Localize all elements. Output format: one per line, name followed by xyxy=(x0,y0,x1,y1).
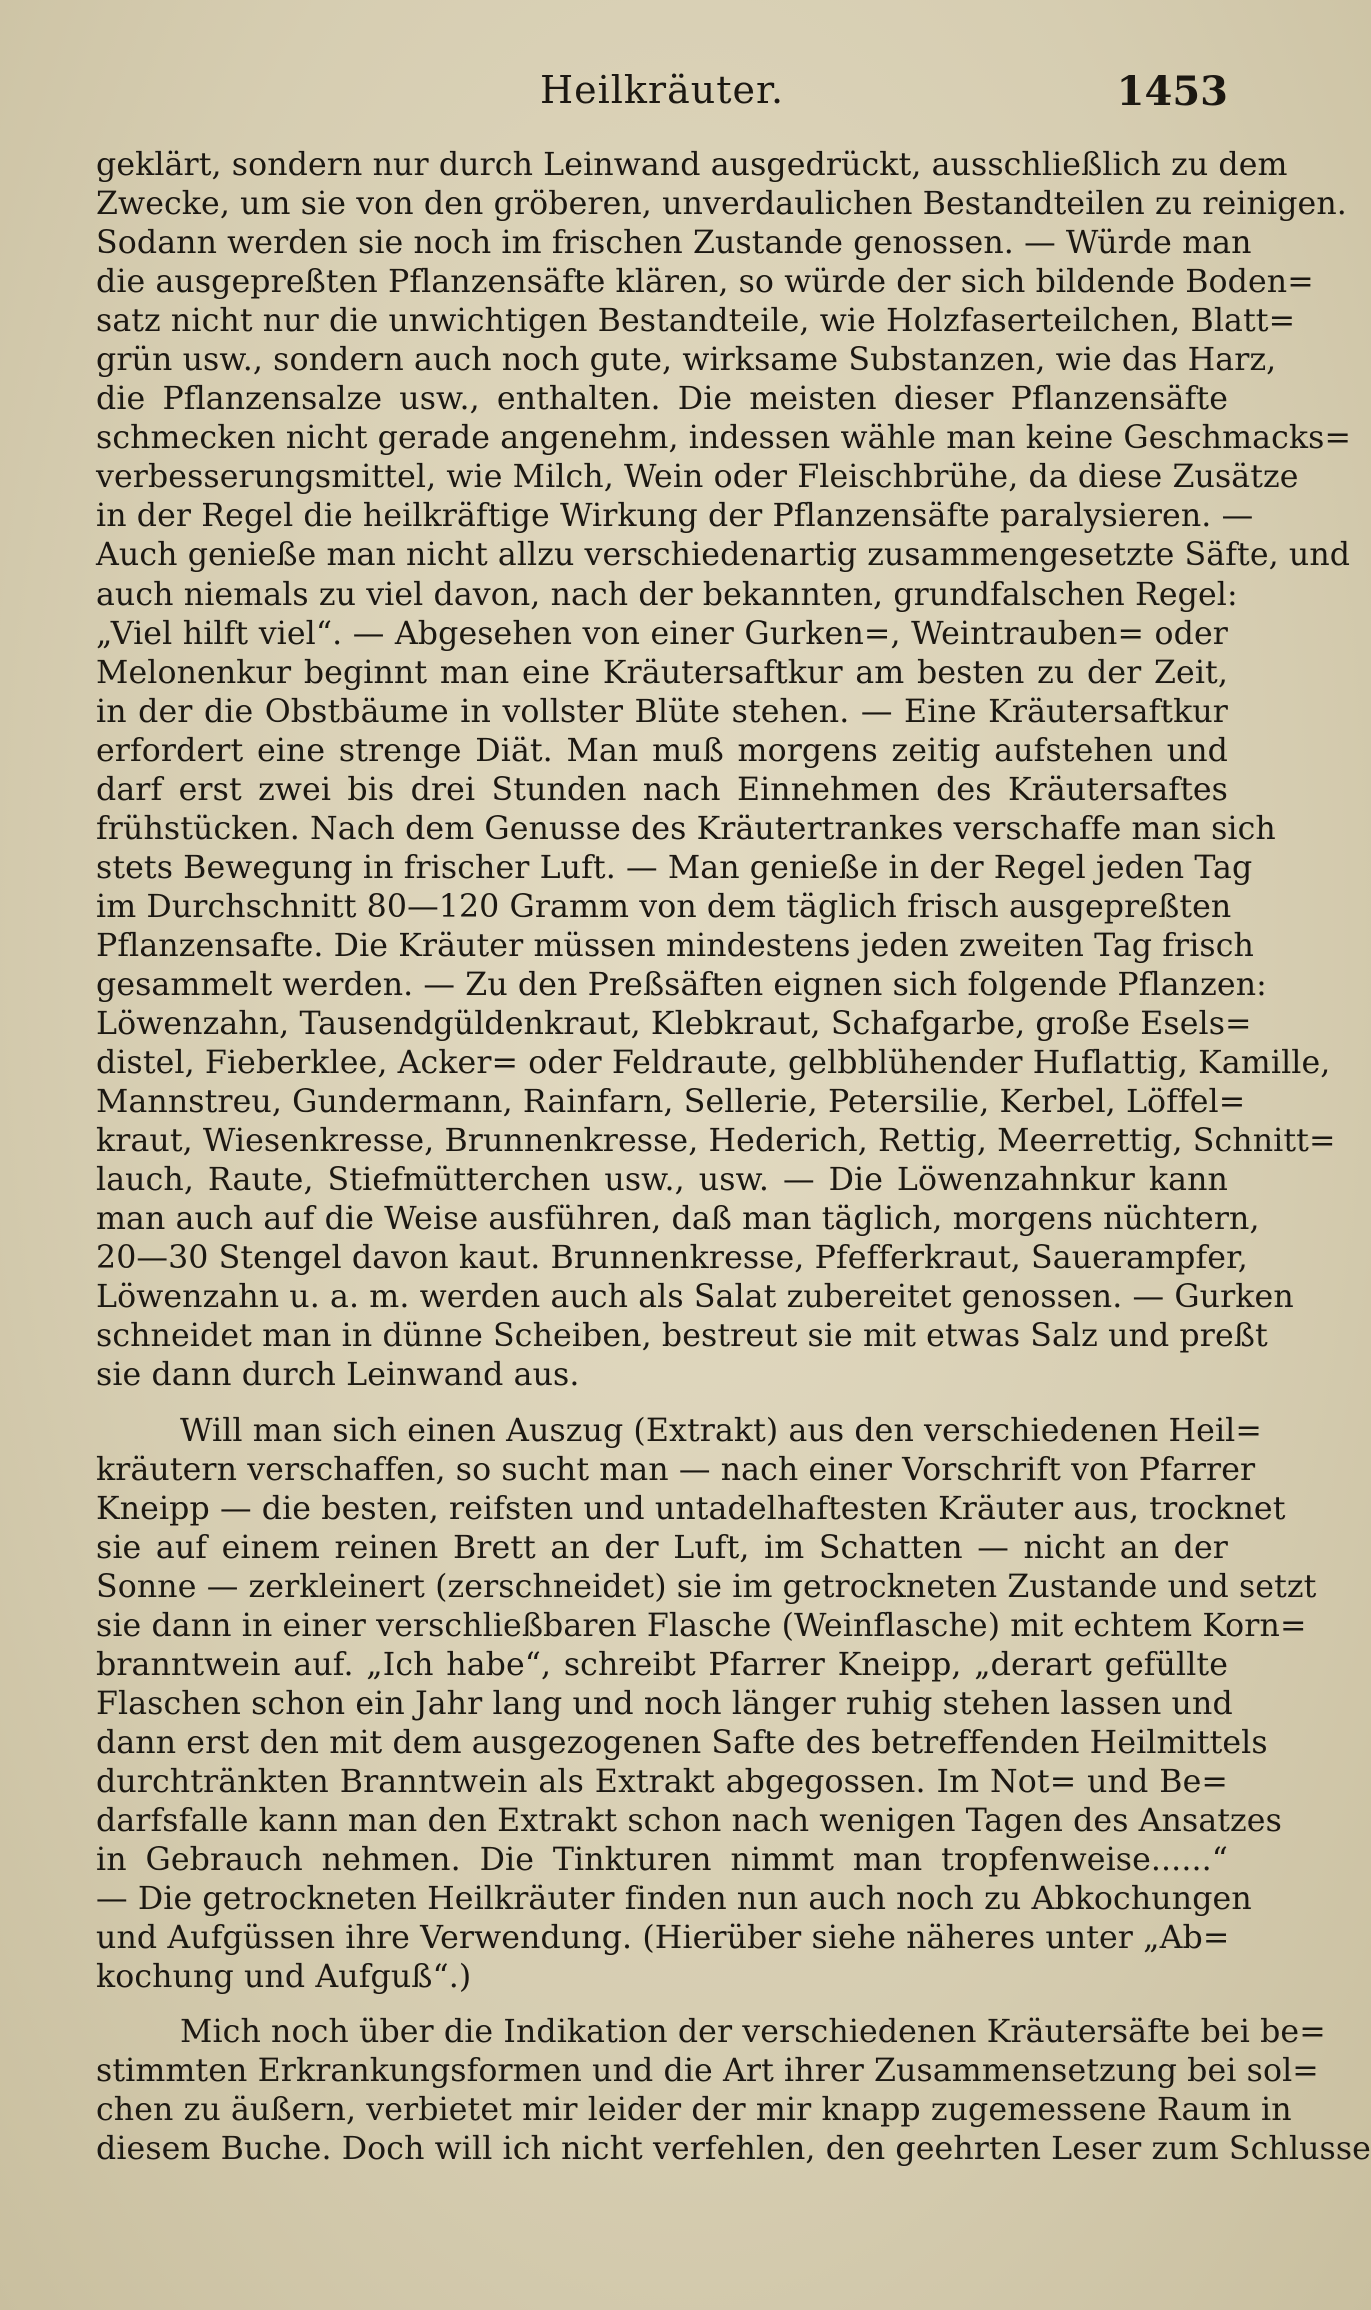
text-line: die Pflanzensalze usw., enthalten. Die meisten dieser Pflanzensäfte xyxy=(96,381,1228,418)
text-line: chen zu äußern, verbietet mir leider der mir knapp zugemessene Raum in xyxy=(96,2092,1292,2129)
paragraph xyxy=(96,146,1352,1396)
text-line: man auch auf die Weise ausführen, daß man täglich, morgens nüchtern, xyxy=(96,1201,1260,1238)
text-line: Pflanzensafte. Die Kräuter müssen mindestens jeden zweiten Tag frisch xyxy=(96,927,1254,964)
text-line: verbesserungsmittel, wie Milch, Wein oder Fleischbrühe, da diese Zusätze xyxy=(96,459,1299,496)
text-line: Zwecke, um sie von den gröberen, unverdaulichen Bestandteilen zu reinigen. xyxy=(96,186,1347,223)
text-line: Flaschen schon ein Jahr lang und noch länger ruhig stehen lassen und xyxy=(96,1685,1233,1722)
text-line: geklärt, sondern nur durch Leinwand ausgedrückt, ausschließlich zu dem xyxy=(96,147,1288,183)
text-line: diesem Buche. Doch will ich nicht verfehlen, den geehrten Leser zum Schlusse xyxy=(96,2131,1371,2168)
text-line: schmecken nicht gerade angenehm, indessen wähle man keine Geschmacks= xyxy=(96,420,1352,457)
paragraph-gap xyxy=(96,1396,1228,1412)
text-line: sie dann durch Leinwand aus. xyxy=(96,1357,580,1394)
text-line: dann erst den mit dem ausgezogenen Safte des betreffenden Heilmittels xyxy=(96,1724,1268,1761)
text-line: Auch genieße man nicht allzu verschiedenartig zusammengesetzte Säfte, und xyxy=(96,537,1351,574)
page-number: 1453 xyxy=(1116,68,1228,115)
text-line: in der Regel die heilkräftige Wirkung der Pflanzensäfte paralysieren. — xyxy=(96,498,1254,535)
text-line: satz nicht nur die unwichtigen Bestandteile, wie Holzfaserteilchen, Blatt= xyxy=(96,303,1296,340)
text-line: 20—30 Stengel davon kaut. Brunnenkresse, Pfefferkraut, Sauerampfer, xyxy=(96,1240,1248,1277)
text-line: gesammelt werden. — Zu den Preßsäften eignen sich folgende Pflanzen: xyxy=(96,966,1267,1003)
text-line: darfsfalle kann man den Extrakt schon nach wenigen Tagen des Ansatzes xyxy=(96,1802,1282,1839)
text-line: kraut, Wiesenkresse, Brunnenkresse, Hederich, Rettig, Meerrettig, Schnitt= xyxy=(96,1123,1336,1160)
running-title: Heilkräuter. xyxy=(539,68,785,112)
text-line: stets Bewegung in frischer Luft. — Man genieße in der Regel jeden Tag xyxy=(96,849,1253,886)
text-line: Mannstreu, Gundermann, Rainfarn, Sellerie, Petersilie, Kerbel, Löffel= xyxy=(96,1084,1246,1121)
text-line: sie dann in einer verschließbaren Flasche (Weinflasche) mit echtem Korn= xyxy=(96,1607,1307,1644)
text-line: lauch, Raute, Stiefmütterchen usw., usw. — Die Löwenzahnkur kann xyxy=(96,1162,1228,1199)
page-body xyxy=(96,146,1371,2169)
text-line: schneidet man in dünne Scheiben, bestreut sie mit etwas Salz und preßt xyxy=(96,1318,1268,1355)
text-line: Sonne — zerkleinert (zerschneidet) sie im getrockneten Zustande und setzt xyxy=(96,1568,1317,1605)
text-line: darf erst zwei bis drei Stunden nach Einnehmen des Kräutersaftes xyxy=(96,771,1228,808)
text-line: Kneipp — die besten, reifsten und untadelhaftesten Kräuter aus, trocknet xyxy=(96,1490,1286,1527)
text-line: — Die getrockneten Heilkräuter finden nun auch noch zu Abkochungen xyxy=(96,1881,1252,1918)
text-line: Melonenkur beginnt man eine Kräutersaftkur am besten zu der Zeit, xyxy=(96,654,1228,691)
text-line: Löwenzahn u. a. m. werden auch als Salat zubereitet genossen. — Gurken xyxy=(96,1279,1294,1316)
text-line: in Gebrauch nehmen. Die Tinkturen nimmt man tropfenweise......“ xyxy=(96,1842,1228,1879)
text-line: frühstücken. Nach dem Genusse des Kräutertrankes verschaffe man sich xyxy=(96,810,1276,847)
text-line: Mich noch über die Indikation der verschiedenen Kräutersäfte bei be= xyxy=(180,2014,1326,2051)
page-header xyxy=(96,68,1228,118)
text-line: kochung und Aufguß“.) xyxy=(96,1959,472,1996)
paragraph xyxy=(96,2013,1371,2169)
text-line: „Viel hilft viel“. — Abgesehen von einer Gurken=, Weintrauben= oder xyxy=(96,615,1228,652)
text-line: erfordert eine strenge Diät. Man muß morgens zeitig aufstehen und xyxy=(96,732,1228,769)
paragraph-gap xyxy=(96,1997,1228,2013)
text-line: Sodann werden sie noch im frischen Zustande genossen. — Würde man xyxy=(96,225,1252,262)
text-line: sie auf einem reinen Brett an der Luft, im Schatten — nicht an der xyxy=(96,1529,1228,1566)
text-line: durchtränkten Branntwein als Extrakt abgegossen. Im Not= und Be= xyxy=(96,1763,1228,1800)
text-line: und Aufgüssen ihre Verwendung. (Hierüber siehe näheres unter „Ab= xyxy=(96,1920,1230,1957)
text-line: distel, Fieberklee, Acker= oder Feldraute, gelbblühender Huflattig, Kamille, xyxy=(96,1045,1331,1082)
text-line: branntwein auf. „Ich habe“, schreibt Pfarrer Kneipp, „derart gefüllte xyxy=(96,1646,1228,1683)
text-line: stimmten Erkrankungsformen und die Art ihrer Zusammensetzung bei sol= xyxy=(96,2053,1319,2090)
text-line: Will man sich einen Auszug (Extrakt) aus den verschiedenen Heil= xyxy=(180,1412,1262,1449)
text-line: die ausgepreßten Pflanzensäfte klären, so würde der sich bildende Boden= xyxy=(96,264,1314,301)
text-line: auch niemals zu viel davon, nach der bekannten, grundfalschen Regel: xyxy=(96,576,1238,613)
text-line: kräutern verschaffen, so sucht man — nach einer Vorschrift von Pfarrer xyxy=(96,1451,1256,1488)
text-line: Löwenzahn, Tausendgüldenkraut, Klebkraut, Schafgarbe, große Esels= xyxy=(96,1006,1252,1043)
paragraph xyxy=(96,1412,1317,1998)
text-line: im Durchschnitt 80—120 Gramm von dem täglich frisch ausgepreßten xyxy=(96,888,1232,925)
text-line: grün usw., sondern auch noch gute, wirksame Substanzen, wie das Harz, xyxy=(96,342,1277,379)
text-line: in der die Obstbäume in vollster Blüte stehen. — Eine Kräutersaftkur xyxy=(96,693,1228,730)
